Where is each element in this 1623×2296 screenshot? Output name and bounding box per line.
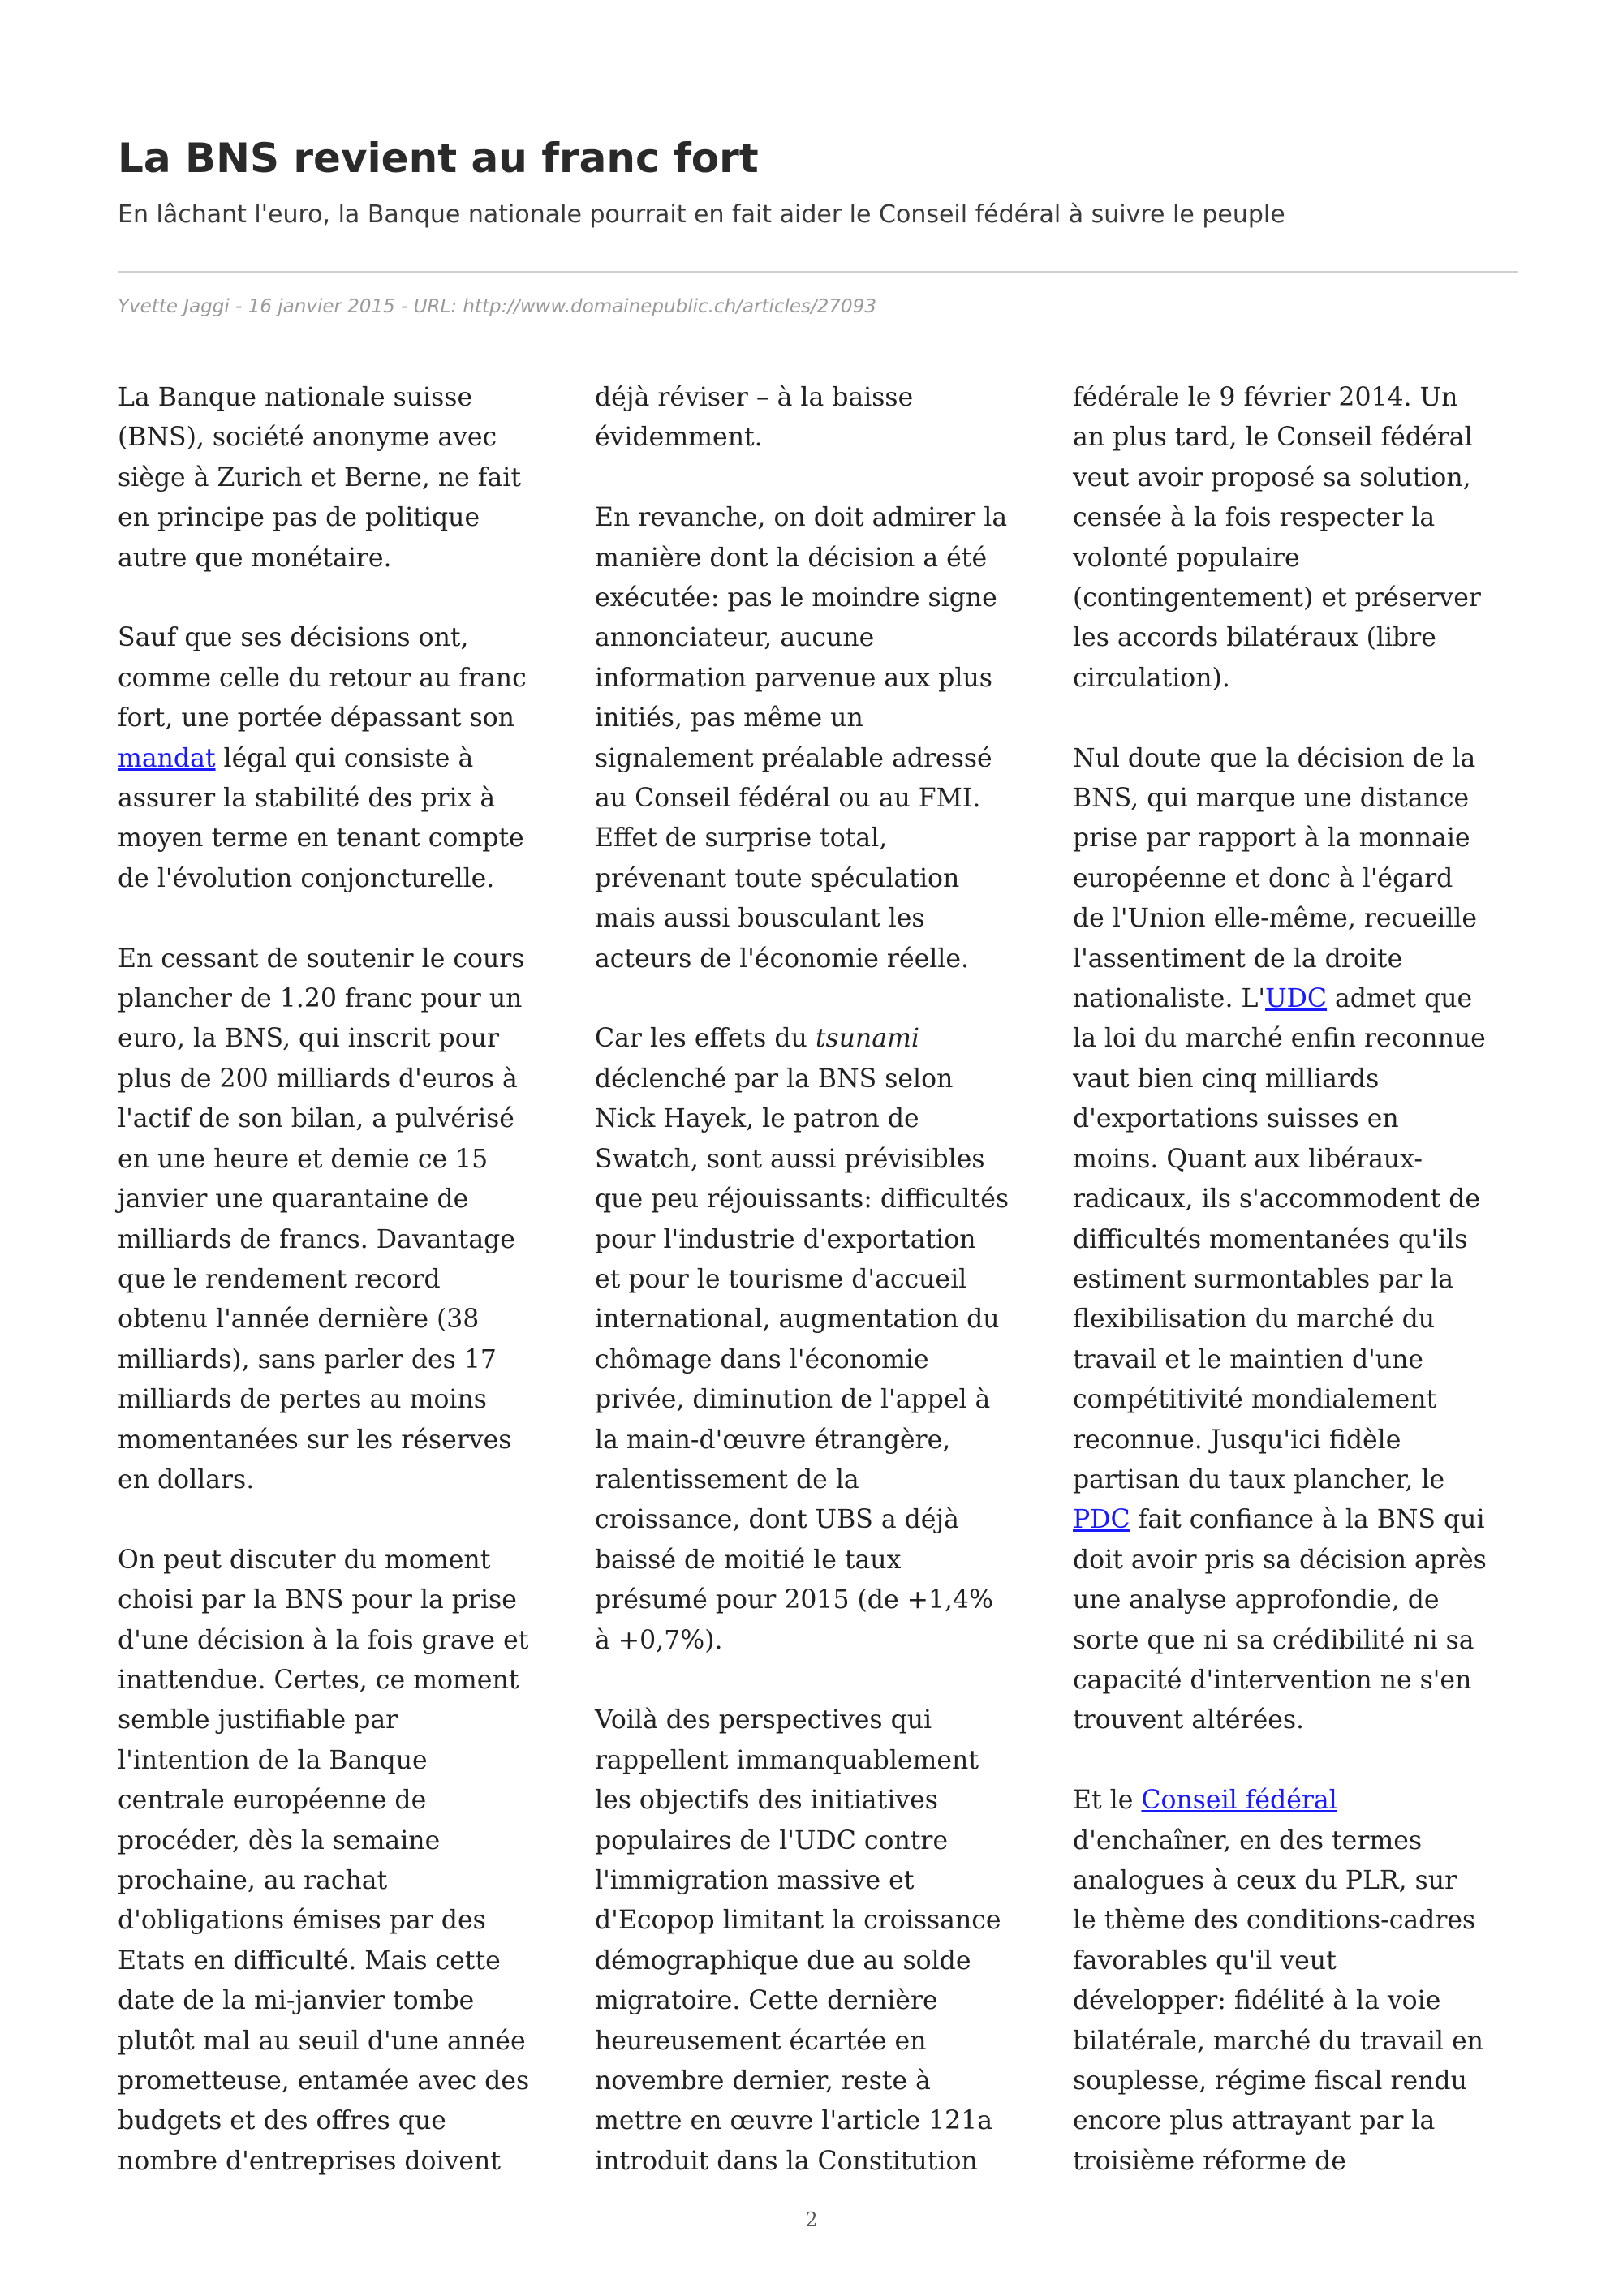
text-run: nationaliste. L' — [1073, 984, 1266, 1014]
text-line: milliards), sans parler des 17 — [118, 1344, 497, 1374]
text-line: moyen terme en tenant compte — [118, 823, 524, 853]
text-line: Etats en difficulté. Mais cette — [118, 1946, 501, 1976]
text-line: Nick Hayek, le patron de — [595, 1104, 919, 1134]
column-1 — [118, 378, 572, 2222]
c3-paragraph-3 — [1073, 1781, 1527, 2182]
text-line: annonciateur, aucune — [595, 623, 875, 653]
text-line: favorables qu'il veut — [1073, 1946, 1337, 1976]
text-line: plancher de 1.20 franc pour un — [118, 984, 523, 1014]
text-line: pour l'industrie d'exportation — [595, 1224, 976, 1254]
text-line: censée à la fois respecter la — [1073, 503, 1436, 533]
text-line: que peu réjouissants: difficultés — [595, 1185, 1010, 1215]
text-run: Et le — [1073, 1786, 1142, 1816]
text-line: d'Ecopop limitant la croissance — [595, 1906, 1001, 1936]
mandat-link[interactable]: mandat — [118, 743, 216, 773]
article-subtitle: En lâchant l'euro, la Banque nationale pourrait en fait aider le Conseil fédéral à suivre le peuple — [118, 200, 1285, 229]
text-line: BNS, qui marque une distance — [1073, 784, 1470, 814]
text-line — [595, 1019, 1049, 1059]
text-line: estiment surmontables par la — [1073, 1264, 1454, 1294]
text-line: et pour le tourisme d'accueil — [595, 1264, 967, 1294]
text-line: nombre d'entreprises doivent — [118, 2146, 501, 2176]
text-line: évidemment. — [595, 423, 763, 453]
text-line: plutôt mal au seuil d'une année — [118, 2026, 526, 2056]
text-line: Swatch, sont aussi prévisibles — [595, 1144, 985, 1174]
text-line: date de la mi-janvier tombe — [118, 1986, 475, 2016]
text-line: volonté populaire — [1073, 543, 1300, 573]
text-run: admet que — [1326, 984, 1473, 1014]
text-line: baissé de moitié le taux — [595, 1545, 902, 1575]
text-line: souplesse, régime fiscal rendu — [1073, 2066, 1467, 2096]
text-line: manière dont la décision a été — [595, 543, 988, 573]
c1-paragraph-3 — [118, 939, 572, 1501]
text-line: la main-d'œuvre étrangère, — [595, 1425, 951, 1455]
text-line: Effet de surprise total, — [595, 823, 888, 853]
udc-link[interactable]: UDC — [1265, 984, 1327, 1014]
c2-paragraph-1 — [595, 378, 1049, 458]
text-line: d'obligations émises par des — [118, 1906, 486, 1936]
text-line: Nul doute que la décision de la — [1073, 743, 1476, 773]
c2-paragraph-3 — [595, 1019, 1049, 1661]
text-line: veut avoir proposé sa solution, — [1073, 462, 1471, 492]
text-line: déclenché par la BNS selon — [595, 1064, 954, 1094]
text-line: momentanées sur les réserves — [118, 1425, 512, 1455]
text-line: démographique due au solde — [595, 1946, 971, 1976]
text-line: radicaux, ils s'accommodent de — [1073, 1185, 1481, 1215]
text-line: (contingentement) et préserver — [1073, 583, 1481, 613]
text-line: à +0,7%). — [595, 1625, 723, 1655]
text-line: d'enchaîner, en des termes — [1073, 1825, 1423, 1855]
text-line: heureusement écartée en — [595, 2026, 927, 2056]
text-line: d'une décision à la fois grave et — [118, 1625, 529, 1655]
text-line: introduit dans la Constitution — [595, 2146, 978, 2176]
text-line: les objectifs des initiatives — [595, 1786, 938, 1816]
text-line — [1073, 1781, 1527, 1821]
text-line: siège à Zurich et Berne, ne fait — [118, 462, 521, 492]
c2-paragraph-4 — [595, 1701, 1049, 2182]
text-line: fort, une portée dépassant son — [118, 703, 514, 733]
text-line: comme celle du retour au franc — [118, 663, 527, 693]
pdc-link[interactable]: PDC — [1073, 1505, 1130, 1535]
text-line: de l'évolution conjoncturelle. — [118, 863, 495, 893]
text-line: croissance, dont UBS a déjà — [595, 1505, 959, 1535]
text-line: information parvenue aux plus — [595, 663, 992, 693]
text-line: choisi par la BNS pour la prise — [118, 1585, 517, 1615]
text-line: compétitivité mondialement — [1073, 1385, 1437, 1415]
text-line: prise par rapport à la monnaie — [1073, 823, 1470, 853]
text-line: acteurs de l'économie réelle. — [595, 944, 970, 974]
text-line: flexibilisation du marché du — [1073, 1305, 1436, 1335]
text-line: développer: fidélité à la voie — [1073, 1986, 1441, 2016]
text-line: en dollars. — [118, 1464, 255, 1494]
text-line: troisième réforme de — [1073, 2146, 1346, 2176]
text-line: européenne et donc à l'égard — [1073, 863, 1453, 893]
text-run: légal qui consiste à — [215, 743, 474, 773]
text-line: l'intention de la Banque — [118, 1745, 428, 1775]
text-line: encore plus attrayant par la — [1073, 2106, 1436, 2136]
text-line: difficultés momentanées qu'ils — [1073, 1224, 1468, 1254]
text-line: analogues à ceux du PLR, sur — [1073, 1866, 1457, 1895]
text-line: en principe pas de politique — [118, 503, 480, 533]
text-line: reconnue. Jusqu'ici fidèle — [1073, 1425, 1401, 1455]
text-line: assurer la stabilité des prix à — [118, 784, 496, 814]
text-line: ralentissement de la — [595, 1464, 859, 1494]
text-line: En cessant de soutenir le cours — [118, 944, 525, 974]
text-line: autre que monétaire. — [118, 543, 392, 573]
text-line: an plus tard, le Conseil fédéral — [1073, 423, 1473, 453]
text-line: Sauf que ses décisions ont, — [118, 623, 469, 653]
text-line — [1073, 979, 1527, 1019]
text-line: prochaine, au rachat — [118, 1865, 388, 1895]
emphasis-tsunami: tsunami — [815, 1024, 919, 1054]
column-2 — [595, 378, 1049, 2222]
text-line: capacité d'intervention ne s'en — [1073, 1665, 1472, 1695]
text-line: mais aussi bousculant les — [595, 904, 925, 934]
page-number: 2 — [805, 2208, 818, 2231]
text-line: populaires de l'UDC contre — [595, 1825, 949, 1855]
text-line: sorte que ni sa crédibilité ni sa — [1073, 1625, 1474, 1655]
conseil-federal-link[interactable]: Conseil fédéral — [1141, 1786, 1337, 1816]
text-line: que le rendement record — [118, 1264, 441, 1294]
text-line: travail et le maintien d'une — [1073, 1344, 1424, 1374]
c3-paragraph-2 — [1073, 739, 1527, 1741]
text-line: signalement préalable adressé — [595, 743, 992, 773]
c1-paragraph-4 — [118, 1541, 572, 2182]
text-line: initiés, pas même un — [595, 703, 863, 733]
column-3 — [1073, 378, 1527, 2222]
text-line: obtenu l'année dernière (38 — [118, 1305, 480, 1335]
text-line: rappellent immanquablement — [595, 1745, 979, 1775]
text-line: chômage dans l'économie — [595, 1344, 929, 1374]
text-line: déjà réviser – à la baisse — [595, 383, 914, 412]
text-line: les accords bilatéraux (libre — [1073, 623, 1436, 653]
text-line: partisan du taux plancher, le — [1073, 1464, 1445, 1494]
text-line: présumé pour 2015 (de +1,4% — [595, 1585, 994, 1615]
text-line: l'immigration massive et — [595, 1865, 915, 1895]
c2-paragraph-2 — [595, 498, 1049, 979]
text-line: milliards de francs. Davantage — [118, 1224, 515, 1254]
article-meta: Yvette Jaggi - 16 janvier 2015 - URL: http://www.domainepublic.ch/articles/27093 — [118, 296, 876, 317]
c1-paragraph-1 — [118, 378, 572, 578]
text-line: prometteuse, entamée avec des — [118, 2066, 530, 2096]
text-line: circulation). — [1073, 663, 1230, 693]
text-run: fait confiance à la BNS qui — [1130, 1505, 1485, 1535]
text-line: vaut bien cinq milliards — [1073, 1064, 1380, 1094]
text-line: procéder, dès la semaine — [118, 1825, 441, 1855]
header-divider — [118, 271, 1518, 273]
text-line: l'actif de son bilan, a pulvérisé — [118, 1104, 514, 1134]
text-line: (BNS), société anonyme avec — [118, 423, 497, 453]
text-line: mettre en œuvre l'article 121a — [595, 2106, 993, 2136]
c3-paragraph-1 — [1073, 378, 1527, 699]
text-run: Car les effets du — [595, 1024, 816, 1054]
text-line: milliards de pertes au moins — [118, 1385, 487, 1415]
text-line: l'assentiment de la droite — [1073, 944, 1403, 974]
article-title: La BNS revient au franc fort — [118, 135, 759, 182]
text-line: de l'Union elle-même, recueille — [1073, 904, 1477, 934]
text-line: novembre dernier, reste à — [595, 2066, 931, 2096]
text-line: Voilà des perspectives qui — [595, 1705, 932, 1735]
text-line: moins. Quant aux libéraux- — [1073, 1144, 1423, 1174]
text-line: centrale européenne de — [118, 1786, 427, 1816]
text-line — [1073, 1500, 1527, 1540]
text-line: en une heure et demie ce 15 — [118, 1144, 489, 1174]
text-line: trouvent altérées. — [1073, 1705, 1305, 1735]
text-line: inattendue. Certes, ce moment — [118, 1665, 519, 1695]
c1-paragraph-2 — [118, 618, 572, 899]
text-line — [118, 739, 572, 779]
text-line: semble justifiable par — [118, 1705, 398, 1735]
text-line: exécutée: pas le moindre signe — [595, 583, 997, 613]
text-line: d'exportations suisses en — [1073, 1104, 1399, 1134]
text-line: migratoire. Cette dernière — [595, 1986, 938, 2016]
text-line: On peut discuter du moment — [118, 1545, 491, 1575]
text-line: budgets et des offres que — [118, 2106, 446, 2136]
text-line: prévenant toute spéculation — [595, 863, 960, 893]
text-line: bilatérale, marché du travail en — [1073, 2026, 1483, 2056]
text-line: euro, la BNS, qui inscrit pour — [118, 1024, 500, 1054]
text-line: La Banque nationale suisse — [118, 383, 473, 412]
text-line: au Conseil fédéral ou au FMI. — [595, 784, 981, 814]
text-line: privée, diminution de l'appel à — [595, 1385, 991, 1415]
text-line: fédérale le 9 février 2014. Un — [1073, 383, 1458, 412]
text-line: plus de 200 milliards d'euros à — [118, 1064, 518, 1094]
text-line: la loi du marché enfin reconnue — [1073, 1024, 1486, 1054]
text-line: le thème des conditions-cadres — [1073, 1906, 1476, 1936]
text-line: une analyse approfondie, de — [1073, 1585, 1440, 1615]
text-line: doit avoir pris sa décision après — [1073, 1545, 1487, 1575]
text-line: international, augmentation du — [595, 1305, 1000, 1335]
text-line: En revanche, on doit admirer la — [595, 503, 1008, 533]
text-line: janvier une quarantaine de — [118, 1185, 469, 1215]
